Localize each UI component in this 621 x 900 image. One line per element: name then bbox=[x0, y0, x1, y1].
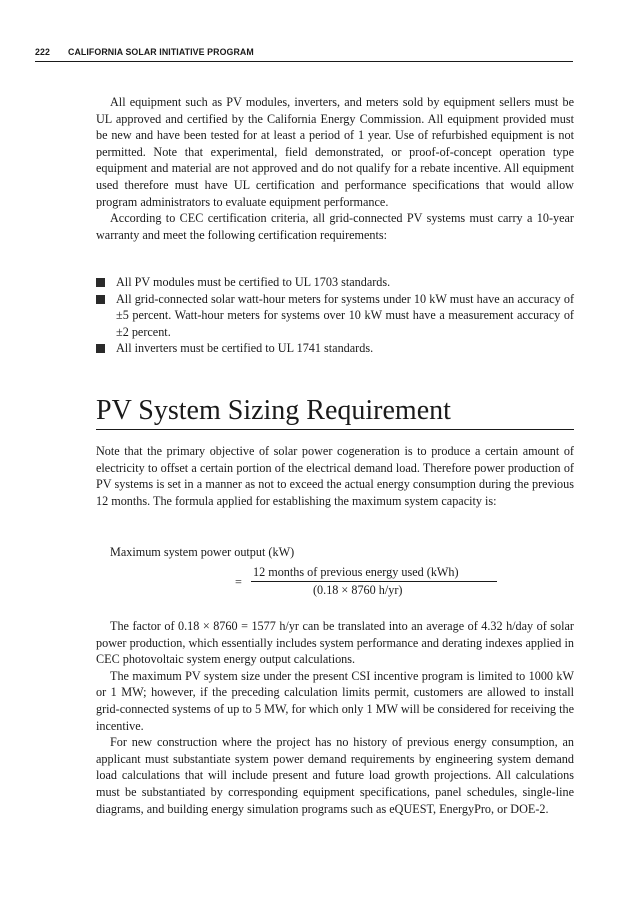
square-bullet-icon bbox=[96, 278, 105, 287]
list-item bbox=[96, 291, 574, 341]
list-item-text: All grid-connected solar watt-hour meters for systems under 10 kW must have an accuracy of ±5 percent. Watt-hour meters for systems over 10 kW must have a measurement accuracy of ±2 percent. bbox=[116, 291, 574, 339]
paragraph-factor: The factor of 0.18 × 8760 = 1577 h/yr can be translated into an average of 4.32 h/day of solar power production, which essentially includes system performance and derating indexes applied in CEC photovoltaic system energy output calculations. bbox=[96, 619, 574, 667]
equals-sign: = bbox=[235, 575, 242, 589]
list-item-text: All inverters must be certified to UL 1741 standards. bbox=[116, 341, 374, 356]
paragraph-sizing-intro: Note that the primary objective of solar power cogeneration is to produce a certain amount of electricity to offset a certain portion of the electrical demand load. Therefore power production of PV systems is set in a manner as not to exceed the actual energy consumption during the previous 12 months. The formula applied for establishing the maximum system capacity is: bbox=[96, 444, 574, 508]
sizing-formula bbox=[235, 565, 515, 605]
paragraph-new-construction: For new construction where the project has no history of previous energy consumption, an applicant must substantiate system power demand requirements by engineering system demand load calculations that will include present and future load growth projections. All calculations must be substantiated by corresponding equipment specifications, panel schedules, single-line diagrams, and building energy simulation programs such as eQUEST, EnergyPro, or DOE-2. bbox=[96, 735, 574, 816]
formula-denominator: (0.18 × 8760 h/yr) bbox=[313, 583, 403, 597]
list-item bbox=[96, 340, 574, 357]
list-item-text: All PV modules must be certified to UL 1703 standards. bbox=[116, 275, 391, 289]
square-bullet-icon bbox=[96, 344, 105, 353]
paragraph-equipment-certification: All equipment such as PV modules, inverters, and meters sold by equipment sellers must be UL approved and certified by the California Energy Commission. All equipment provided must be new and have been tested for at least a period of 1 year. Use of refurbished equipment is not permitted. Note that experimental, field demonstrated, or proof-of-concept operation type equipment and material are not approved and do not qualify for a rebate incentive. All equipment used therefore must have UL certification and performance specifications that would allow program administrators to evaluate equipment performance. bbox=[96, 95, 574, 209]
certification-requirements-list bbox=[96, 274, 574, 357]
page-number: 222 bbox=[35, 47, 50, 57]
paragraph-cec-criteria: According to CEC certification criteria, all grid-connected PV systems must carry a 10-year warranty and meet the following certification requirements: bbox=[96, 211, 574, 242]
running-header bbox=[35, 47, 573, 62]
section-heading-text: PV System Sizing Requirement bbox=[96, 395, 451, 426]
tail-text-block bbox=[96, 618, 574, 817]
formula-numerator: 12 months of previous energy used (kWh) bbox=[253, 565, 459, 579]
list-item bbox=[96, 274, 574, 291]
section-intro-block bbox=[96, 443, 574, 509]
section-heading bbox=[96, 394, 574, 430]
formula-label: Maximum system power output (kW) bbox=[110, 545, 295, 559]
square-bullet-icon bbox=[96, 295, 105, 304]
fraction-bar bbox=[251, 581, 497, 582]
paragraph-max-size: The maximum PV system size under the present CSI incentive program is limited to 1000 kW or 1 MW; however, if the preceding calculation limits permit, customers are allowed to install grid-connected systems of up to 5 MW, for which only 1 MW will be considered for receiving the incentive. bbox=[96, 668, 574, 733]
running-title: CALIFORNIA SOLAR INITIATIVE PROGRAM bbox=[68, 47, 254, 57]
top-text-block bbox=[96, 94, 574, 243]
